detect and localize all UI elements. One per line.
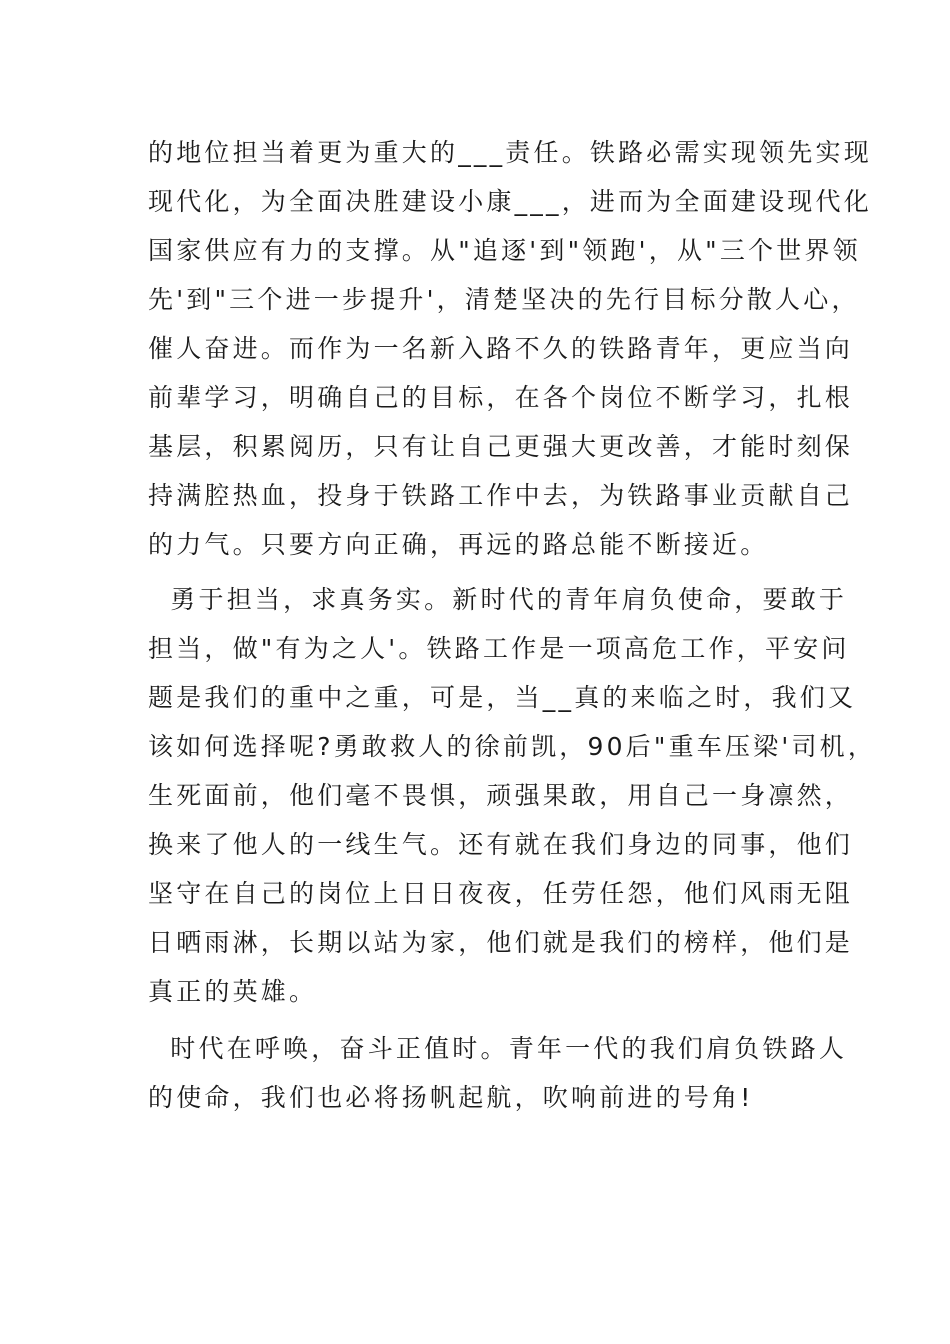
paragraph-3 [148,1024,848,1122]
text-line: 前辈学习，明确自己的目标，在各个岗位不断学习，扎根 [148,383,854,412]
text-line: 日晒雨淋，长期以站为家，他们就是我们的榜样，他们是 [148,928,854,957]
paragraph-2 [148,575,877,1016]
text-line: 先'到"三个进一步提升'，清楚坚决的先行目标分散人心， [148,285,860,314]
paragraph-1 [148,128,872,569]
text-line: 的地位担当着更为重大的___责任。铁路必需实现领先实现 [148,138,872,167]
text-line: 现代化，为全面决胜建设小康___，进而为全面建设现代化 [148,187,872,216]
text-line: 时代在呼唤，奋斗正值时。青年一代的我们肩负铁路人 [148,1034,848,1063]
text-line: 真正的英雄。 [148,977,318,1006]
text-line: 担当，做"有为之人'。铁路工作是一项高危工作，平安问 [148,634,850,663]
text-line: 基层，积累阅历，只有让自己更强大更改善，才能时刻保 [148,432,854,461]
text-line: 题是我们的重中之重，可是，当__真的来临之时，我们又 [148,683,857,712]
text-line: 的使命，我们也必将扬帆起航，吹响前进的号角! [148,1083,754,1112]
text-line: 的力气。只要方向正确，再远的路总能不断接近。 [148,530,769,559]
text-line: 持满腔热血，投身于铁路工作中去，为铁路事业贡献自己 [148,481,854,510]
text-line: 换来了他人的一线生气。还有就在我们身边的同事，他们 [148,830,854,859]
text-line: 勇于担当，求真务实。新时代的青年肩负使命，要敢于 [148,585,848,614]
text-line: 该如何选择呢?勇敢救人的徐前凯，90后"重车压梁'司机， [148,732,877,761]
text-line: 坚守在自己的岗位上日日夜夜，任劳任怨，他们风雨无阻 [148,879,854,908]
text-line: 国家供应有力的支撑。从"追逐'到"领跑'，从"三个世界领 [148,236,861,265]
text-line: 生死面前，他们毫不畏惧，顽强果敢，用自己一身凛然， [148,781,854,810]
text-line: 催人奋进。而作为一名新入路不久的铁路青年，更应当向 [148,334,854,363]
